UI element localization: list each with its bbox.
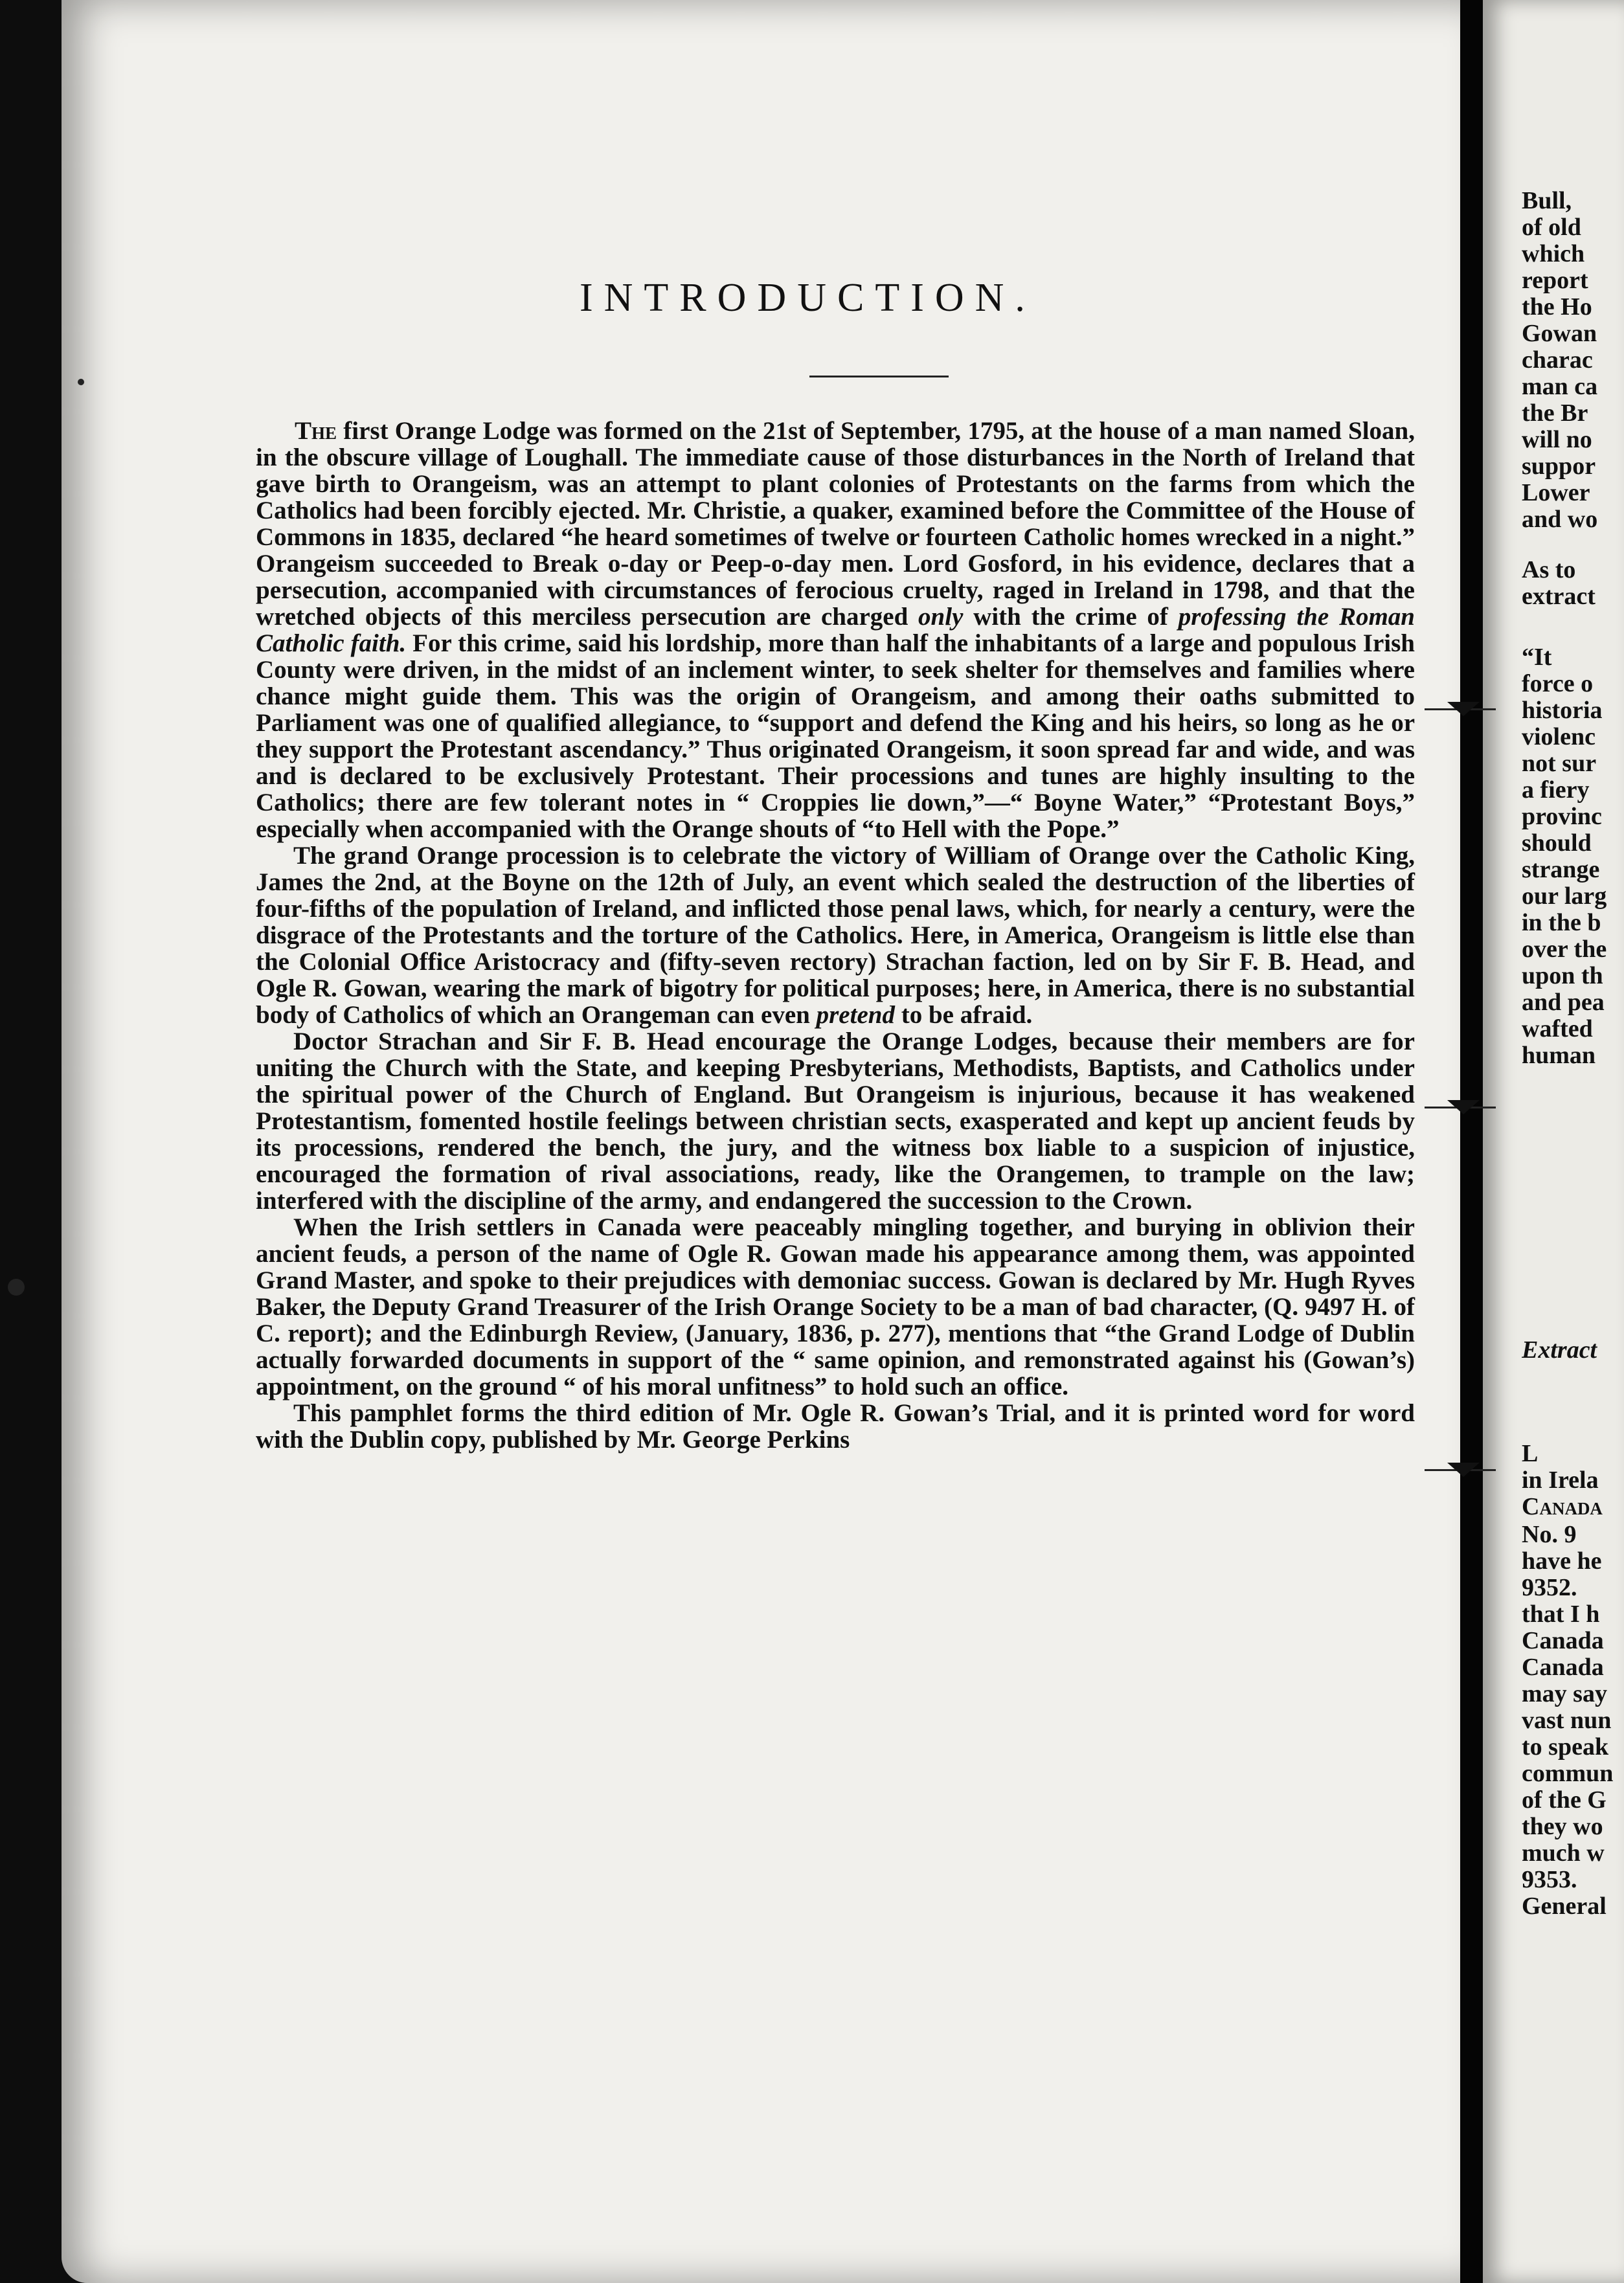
right-column-line: report	[1522, 267, 1588, 294]
binding-thread-icon	[1425, 706, 1496, 712]
right-column-line: our larg	[1522, 883, 1607, 910]
right-column-heading	[1522, 1337, 1624, 1364]
right-column-line: and pea	[1522, 989, 1605, 1016]
paragraph-4	[256, 1214, 1415, 1400]
right-column-block-2	[1522, 557, 1624, 610]
right-column-line: General	[1522, 1893, 1607, 1920]
right-column-line: L	[1522, 1441, 1539, 1467]
right-column-line: provinc	[1522, 803, 1602, 830]
right-column-line: should	[1522, 829, 1592, 857]
right-column-line: violenc	[1522, 723, 1596, 750]
right-column-line: not sur	[1522, 750, 1597, 777]
right-column-line: Canada	[1522, 1493, 1603, 1520]
right-column-line: the Br	[1522, 399, 1588, 427]
italic-text: pretend	[816, 1001, 895, 1029]
right-column-line: “It	[1522, 644, 1552, 671]
right-column-block-3	[1522, 644, 1624, 1069]
right-column-block-4	[1522, 1441, 1624, 1520]
binding-thread-icon	[1425, 1467, 1496, 1473]
right-column-line: 9353.	[1522, 1866, 1577, 1893]
right-column-line: 9352.	[1522, 1574, 1577, 1601]
right-column-line: extract	[1522, 583, 1596, 610]
right-column-line: much w	[1522, 1839, 1605, 1867]
text-segment: The grand Orange procession is to celebrate the victory of William of Orange over the Catholic King, James the 2nd, at the Boyne on the 12th of July, an event which sealed the destruction of the liberties of four-fifths of the population of Ireland, and inflicted those penal laws, which, for nearly a century, were the disgrace of the Protestants and the torture of the Catholics. Here, in America, Orangeism is little else than the Colonial Office Aristocracy and (fifty-seven rectory) Strachan faction, led on by Sir F. B. Head, and Ogle R. Gowan, wearing the mark of bigotry for political purposes; here, in America, there is no substantial body of Catholics of which an Orangeman can even	[256, 842, 1415, 1029]
text-segment: first Orange Lodge was formed on the 21st of September, 1795, at the house of a man named Sloan, in the obscure village of Loughall. The immediate cause of those disturbances in the North of Ireland that gave birth to Orangeism, was an attempt to plant colonies of Protestants on the farms from which the Catholics had been forcibly ejected. Mr. Christie, a quaker, examined before the Committee of the House of Commons in 1835, declared “he heard sometimes of twelve or fourteen Catholic homes wrecked in a night.” Orangeism succeeded to Break o-day or Peep-o-day men. Lord Gosford, in his evidence, declares that a persecution, accompanied with circumstances of ferocious cruelty, raged in Ireland in 1798, and that the wretched objects of this merciless persecution are charged	[256, 417, 1415, 631]
right-column-line: Gowan	[1522, 320, 1597, 347]
right-column-line: Canada	[1522, 1627, 1604, 1654]
right-column-line: over the	[1522, 936, 1607, 963]
paper-speck-icon	[8, 1279, 25, 1296]
right-column-line: of the G	[1522, 1786, 1607, 1814]
paper-speck-icon	[78, 379, 84, 385]
right-column-line: Bull,	[1522, 188, 1572, 214]
right-column-line: As to	[1522, 557, 1576, 583]
text-segment: This pamphlet forms the third edition of Mr. Ogle R. Gowan’s Trial, and it is printed word for word with the Dublin copy, published by Mr. George Perkins	[256, 1399, 1415, 1454]
right-column-line: and wo	[1522, 506, 1598, 533]
italic-text: only	[918, 603, 964, 631]
right-column-line: suppor	[1522, 453, 1596, 480]
binding-thread-icon	[1425, 1104, 1496, 1110]
page-title: INTRODUCTION.	[580, 276, 1036, 320]
right-column-line: Lower	[1522, 479, 1590, 506]
body-text	[256, 418, 1415, 1453]
right-column-line: to speak	[1522, 1733, 1609, 1760]
right-column-line: upon th	[1522, 962, 1603, 989]
right-column-line: force o	[1522, 670, 1594, 697]
right-column-block-5	[1522, 1522, 1624, 1920]
right-column-line: wafted	[1522, 1015, 1593, 1042]
right-column-line: of old	[1522, 214, 1581, 241]
paragraph-2	[256, 842, 1415, 1028]
right-column-line: that I h	[1522, 1601, 1600, 1628]
right-column-line: they wo	[1522, 1813, 1603, 1840]
right-column-line: which	[1522, 240, 1585, 267]
right-column-line: strange	[1522, 856, 1600, 883]
text-segment: Doctor Strachan and Sir F. B. Head encourage the Orange Lodges, because their members are for uniting the Church with the State, and keeping Presbyterians, Methodists, Baptists, and Catholics under the spiritual power of the Church of England. But Orangeism is injurious, because it has weakened Protestantism, fomented hostile feelings between christian sects, exasperated and kept up ancient feuds by its processions, rendered the bench, the jury, and the witness box liable to a suspicion of injustice, encouraged the formation of rival associations, ready, like the Orangemen, to trample on the law; interfered with the discipline of the army, and endangered the succession to the Crown.	[256, 1028, 1415, 1215]
right-column-line: have he	[1522, 1547, 1602, 1575]
paragraph-3	[256, 1028, 1415, 1214]
right-column-line: may say	[1522, 1680, 1607, 1707]
right-column-line: the Ho	[1522, 293, 1592, 321]
paragraph-1	[256, 418, 1415, 842]
title-rule	[809, 376, 949, 377]
right-column-line: human	[1522, 1042, 1596, 1069]
paragraph-lead: The	[295, 417, 337, 445]
right-column-line: in the b	[1522, 909, 1601, 936]
text-segment: When the Irish settlers in Canada were peaceably mingling together, and burying in oblivion their ancient feuds, a person of the name of Ogle R. Gowan made his appearance among them, was appointed Grand Master, and spoke to their prejudices with demoniac success. Gowan is declared by Mr. Hugh Ryves Baker, the Deputy Grand Treasurer of the Irish Orange Society to be a man of bad character, (Q. 9497 H. of C. report); and the Edinburgh Review, (January, 1836, p. 277), mentions that “the Grand Lodge of Dublin actually forwarded documents in support of the “ same opinion, and remonstrated against his (Gowan’s) appointment, on the ground “ of his moral unfitness” to hold such an office.	[256, 1213, 1415, 1400]
right-column-line: charac	[1522, 346, 1593, 374]
right-column-line: a fiery	[1522, 776, 1590, 804]
right-column-line: commun	[1522, 1760, 1614, 1787]
right-column-block-1	[1522, 188, 1624, 533]
text-segment: to be afraid.	[894, 1001, 1033, 1029]
paragraph-5	[256, 1400, 1415, 1453]
right-heading-text: Extract	[1522, 1337, 1597, 1364]
text-segment: with the crime of	[963, 603, 1179, 631]
right-column-line: historia	[1522, 697, 1603, 724]
right-column-line: No. 9	[1522, 1522, 1577, 1548]
right-column-line: man ca	[1522, 373, 1598, 400]
right-column-line: Canada	[1522, 1654, 1604, 1681]
text-segment: For this crime, said his lordship, more than half the inhabitants of a large and populous Irish County were driven, in the midst of an inclement winter, to seek shelter for themselves and families where chance might guide them. This was the origin of Orangeism, and among their oaths submitted to Parliament was one of qualified allegiance, to “support and defend the King and his heirs, so long as he or they support the Protestant ascendancy.” Thus originated Orangeism, it soon spread far and wide, and was and is declared to be exclusively Protestant. Their processions and tunes are highly insulting to the Catholics; there are few tolerant notes in “ Croppies lie down,”—“ Boyne Water,” “Protestant Boys,” especially when accompanied with the Orange shouts of “to Hell with the Pope.”	[256, 629, 1415, 843]
right-column-line: vast nun	[1522, 1707, 1612, 1734]
right-column-line: will no	[1522, 426, 1592, 453]
italic-text: professing the Roman Catholic faith.	[256, 603, 1415, 657]
right-column-line: in Irela	[1522, 1467, 1599, 1494]
book-gutter	[1460, 0, 1486, 2283]
